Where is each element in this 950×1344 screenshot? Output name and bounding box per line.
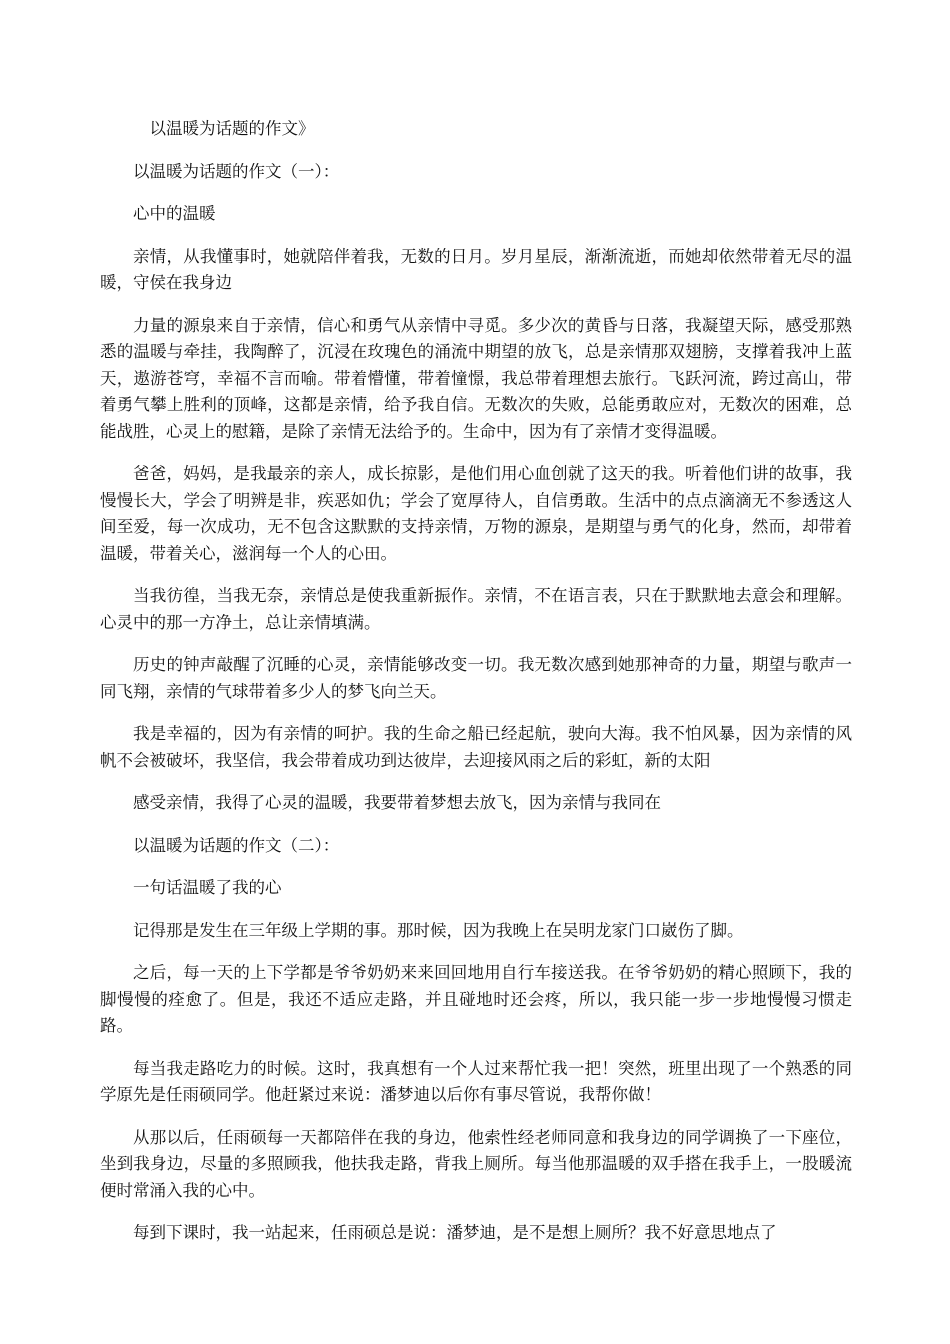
paragraph: 爸爸，妈妈，是我最亲的亲人，成长掠影，是他们用心血创就了这天的我。听着他们讲的故事，我慢慢长大，学会了明辨是非，疾恶如仇；学会了宽厚待人，自信勇敢。生活中的点点滴滴无不参透这人间至爱，每一次成功，无不包含这默默的支持亲情，万物的源泉，是期望与勇气的化身，然而，却带着温暖，带着关心，滋润每一个人的心田。 — [100, 464, 852, 563]
paragraph: 历史的钟声敲醒了沉睡的心灵，亲情能够改变一切。我无数次感到她那神奇的力量，期望与歌声一同飞翔，亲情的气球带着多少人的梦飞向兰天。 — [100, 655, 852, 701]
paragraph: 感受亲情，我得了心灵的温暖，我要带着梦想去放飞，因为亲情与我同在 — [133, 793, 661, 812]
paragraph: 从那以后，任雨硕每一天都陪伴在我的身边，他索性经老师同意和我身边的同学调换了一下座位，坐到我身边，尽量的多照顾我，他扶我走路，背我上厕所。每当他那温暖的双手搭在我手上，一股暖流便时常涌入我的心中。 — [100, 1127, 852, 1200]
essay-2-heading: 以温暖为话题的作文（二）： — [133, 835, 340, 855]
document-page — [100, 116, 852, 1263]
essay-1-heading: 以温暖为话题的作文（一）： — [133, 161, 340, 181]
paragraph: 之后，每一天的上下学都是爷爷奶奶来来回回地用自行车接送我。在爷爷奶奶的精心照顾下，我的脚慢慢的痊愈了。但是，我还不适应走路，并且碰地时还会疼，所以，我只能一步一步地慢慢习惯走路。 — [100, 963, 852, 1035]
paragraph: 当我彷徨，当我无奈，亲情总是使我重新振作。亲情，不在语言表，只在于默默地去意会和理解。心灵中的那一方净土，总让亲情填满。 — [100, 586, 852, 632]
document-title: 以温暖为话题的作文》 — [149, 119, 315, 138]
paragraph: 每当我走路吃力的时候。这时，我真想有一个人过来帮忙我一把！突然，班里出现了一个熟悉的同学原先是任雨硕同学。他赶紧过来说：潘梦迪以后你有事尽管说，我帮你做！ — [100, 1058, 852, 1104]
essay-1-title: 心中的温暖 — [133, 204, 216, 223]
paragraph: 记得那是发生在三年级上学期的事。那时候，因为我晚上在吴明龙家门口崴伤了脚。 — [133, 920, 744, 940]
paragraph: 我是幸福的，因为有亲情的呵护。我的生命之船已经起航，驶向大海。我不怕风暴，因为亲情的风帆不会被破坏，我坚信，我会带着成功到达彼岸，去迎接风雨之后的彩虹，新的太阳 — [100, 724, 852, 770]
paragraph: 每到下课时，我一站起来，任雨硕总是说：潘梦迪，是不是想上厕所？我不好意思地点了 — [133, 1223, 777, 1242]
paragraph: 力量的源泉来自于亲情，信心和勇气从亲情中寻觅。多少次的黄昏与日落，我凝望天际，感受那熟悉的温暖与牵挂，我陶醉了，沉浸在玫瑰色的涌流中期望的放飞，总是亲情那双翅膀，支撑着我冲上蓝天，遨游苍穹，幸福不言而喻。带着懵懂，带着憧憬，我总带着理想去旅行。飞跃河流，跨过高山，带着勇气攀上胜利的顶峰，这都是亲情，给予我自信。无数次的失败，总能勇敢应对，无数次的困难，总能战胜，心灵上的慰籍，是除了亲情无法给予的。生命中，因为有了亲情才变得温暖。 — [100, 315, 852, 441]
essay-2-title: 一句话温暖了我的心 — [133, 878, 282, 897]
paragraph: 亲情，从我懂事时，她就陪伴着我，无数的日月。岁月星辰，渐渐流逝，而她却依然带着无尽的温暖，守侯在我身边 — [100, 246, 852, 292]
